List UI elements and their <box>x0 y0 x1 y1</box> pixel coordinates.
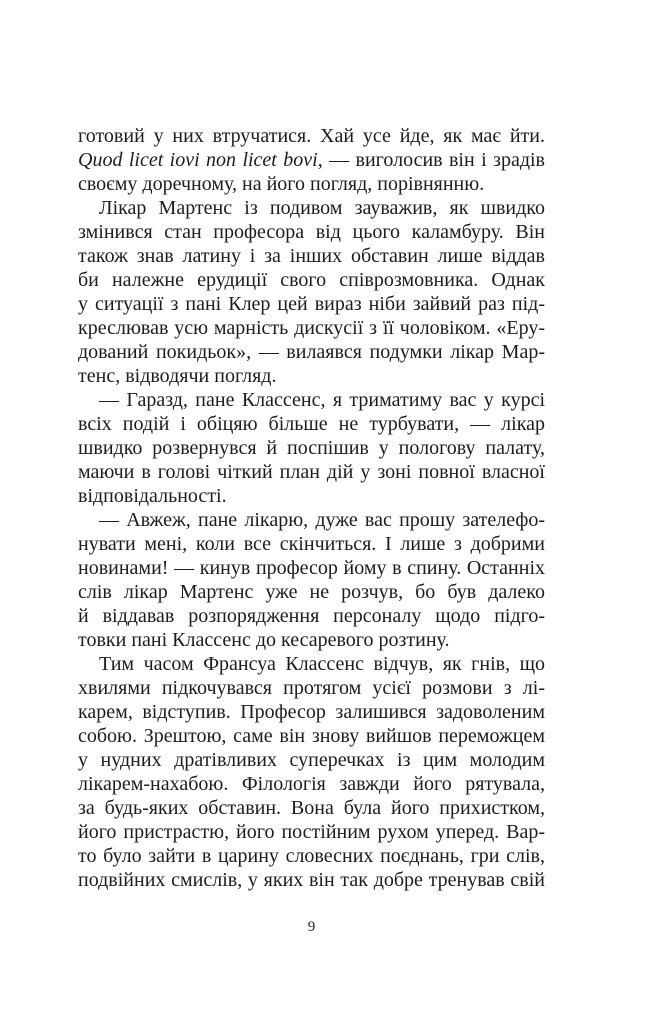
text-line <box>78 556 545 580</box>
text-line <box>78 868 545 892</box>
text-segment: лікарем-нахабою. Філологія завжди його рятувала, <box>78 773 545 795</box>
text-line <box>78 340 545 364</box>
text-line <box>78 604 545 628</box>
paragraph <box>78 652 545 892</box>
text-segment: подвійних смислів, у яких він так добре тренував свій <box>78 869 545 891</box>
text-segment: Лікар Мартенс із подивом зауважив, як швидко <box>99 197 545 219</box>
text-segment: карем, відступив. Професор залишився задоволеним <box>78 701 545 723</box>
text-line <box>78 580 545 604</box>
latin-phrase-italic: Quod licet iovi non licet bovi <box>78 149 318 171</box>
text-line <box>78 676 545 700</box>
text-line <box>78 268 545 292</box>
text-block <box>78 124 545 892</box>
text-segment: нувати мені, коли все скінчиться. І лише з добрими <box>78 533 545 555</box>
text-segment: би належне ерудиції свого співрозмовника. Однак <box>78 269 545 291</box>
text-segment: швидко розвернувся й поспішив у пологову палату, <box>78 437 545 459</box>
text-line <box>78 772 545 796</box>
text-line <box>78 700 545 724</box>
text-line <box>78 532 545 556</box>
text-line <box>78 124 545 148</box>
text-line <box>78 244 545 268</box>
paragraph <box>78 508 545 652</box>
paragraph <box>78 196 545 388</box>
text-line <box>78 172 545 196</box>
paragraph <box>78 388 545 508</box>
text-segment: відповідальності. <box>78 485 227 507</box>
text-segment: тенс, відводячи погляд. <box>78 365 277 387</box>
text-segment: товки пані Классенс до кесаревого розтину. <box>78 629 450 651</box>
text-line <box>78 316 545 340</box>
text-segment: Тим часом Франсуа Классенс відчув, як гнів, що <box>99 653 545 675</box>
text-segment: його пристрастю, його постійним рухом уперед. Вар- <box>78 821 545 843</box>
text-segment: собою. Зрештою, саме він знову вийшов переможцем <box>78 725 545 747</box>
text-segment: новинами! — кинув професор йому в спину. Останніх <box>78 557 545 579</box>
text-segment: змінився стан професора від цього каламбуру. Він <box>78 221 545 243</box>
text-line <box>78 724 545 748</box>
text-line <box>78 820 545 844</box>
text-segment: всіх подій і обіцяю більше не турбувати, — лікар <box>78 413 545 435</box>
text-line <box>78 196 545 220</box>
text-segment: у нудних дратівливих суперечках із цим молодим <box>78 749 545 771</box>
text-segment: — Авжеж, пане лікарю, дуже вас прошу зателефо- <box>99 509 545 531</box>
text-segment: своєму доречному, на його погляд, порівнянню. <box>78 173 485 195</box>
text-segment: за будь-яких обставин. Вона була його прихистком, <box>78 797 545 819</box>
text-segment: маючи в голові чіткий план дій у зоні повної власної <box>78 461 545 483</box>
text-line <box>78 388 545 412</box>
text-line <box>78 292 545 316</box>
text-segment: , — виголосив він і зрадів <box>317 149 545 171</box>
text-line <box>78 364 545 388</box>
text-line <box>78 508 545 532</box>
text-segment: дований покидьок», — вилаявся подумки лікар Мар- <box>78 341 545 363</box>
text-line <box>78 220 545 244</box>
text-line <box>78 148 545 172</box>
text-line <box>78 460 545 484</box>
text-segment: то було зайти в царину словесних поєднань, гри слів, <box>78 845 545 867</box>
text-line <box>78 436 545 460</box>
text-segment: готовий у них втручатися. Хай усе йде, як має йти. <box>78 125 545 147</box>
text-line <box>78 748 545 772</box>
text-segment: у ситуації з пані Клер цей вираз ніби зайвий раз під- <box>78 293 545 315</box>
text-segment: креслював усю марність дискусії з її чоловіком. «Еру- <box>78 317 545 339</box>
text-segment: хвилями підкочувався протягом усієї розмови з лі- <box>78 677 545 699</box>
text-line <box>78 484 545 508</box>
text-line <box>78 412 545 436</box>
text-segment: — Гаразд, пане Классенс, я триматиму вас у курсі <box>99 389 545 411</box>
page-number: 9 <box>307 919 316 935</box>
text-line <box>78 796 545 820</box>
text-line <box>78 652 545 676</box>
paragraph <box>78 124 545 196</box>
text-segment: також знав латину і за інших обставин лише віддав <box>78 245 545 267</box>
text-segment: й віддавав розпорядження персоналу щодо підго- <box>78 605 545 627</box>
text-line <box>78 844 545 868</box>
text-line <box>78 628 545 652</box>
text-segment: слів лікар Мартенс уже не розчув, бо був далеко <box>78 581 545 603</box>
